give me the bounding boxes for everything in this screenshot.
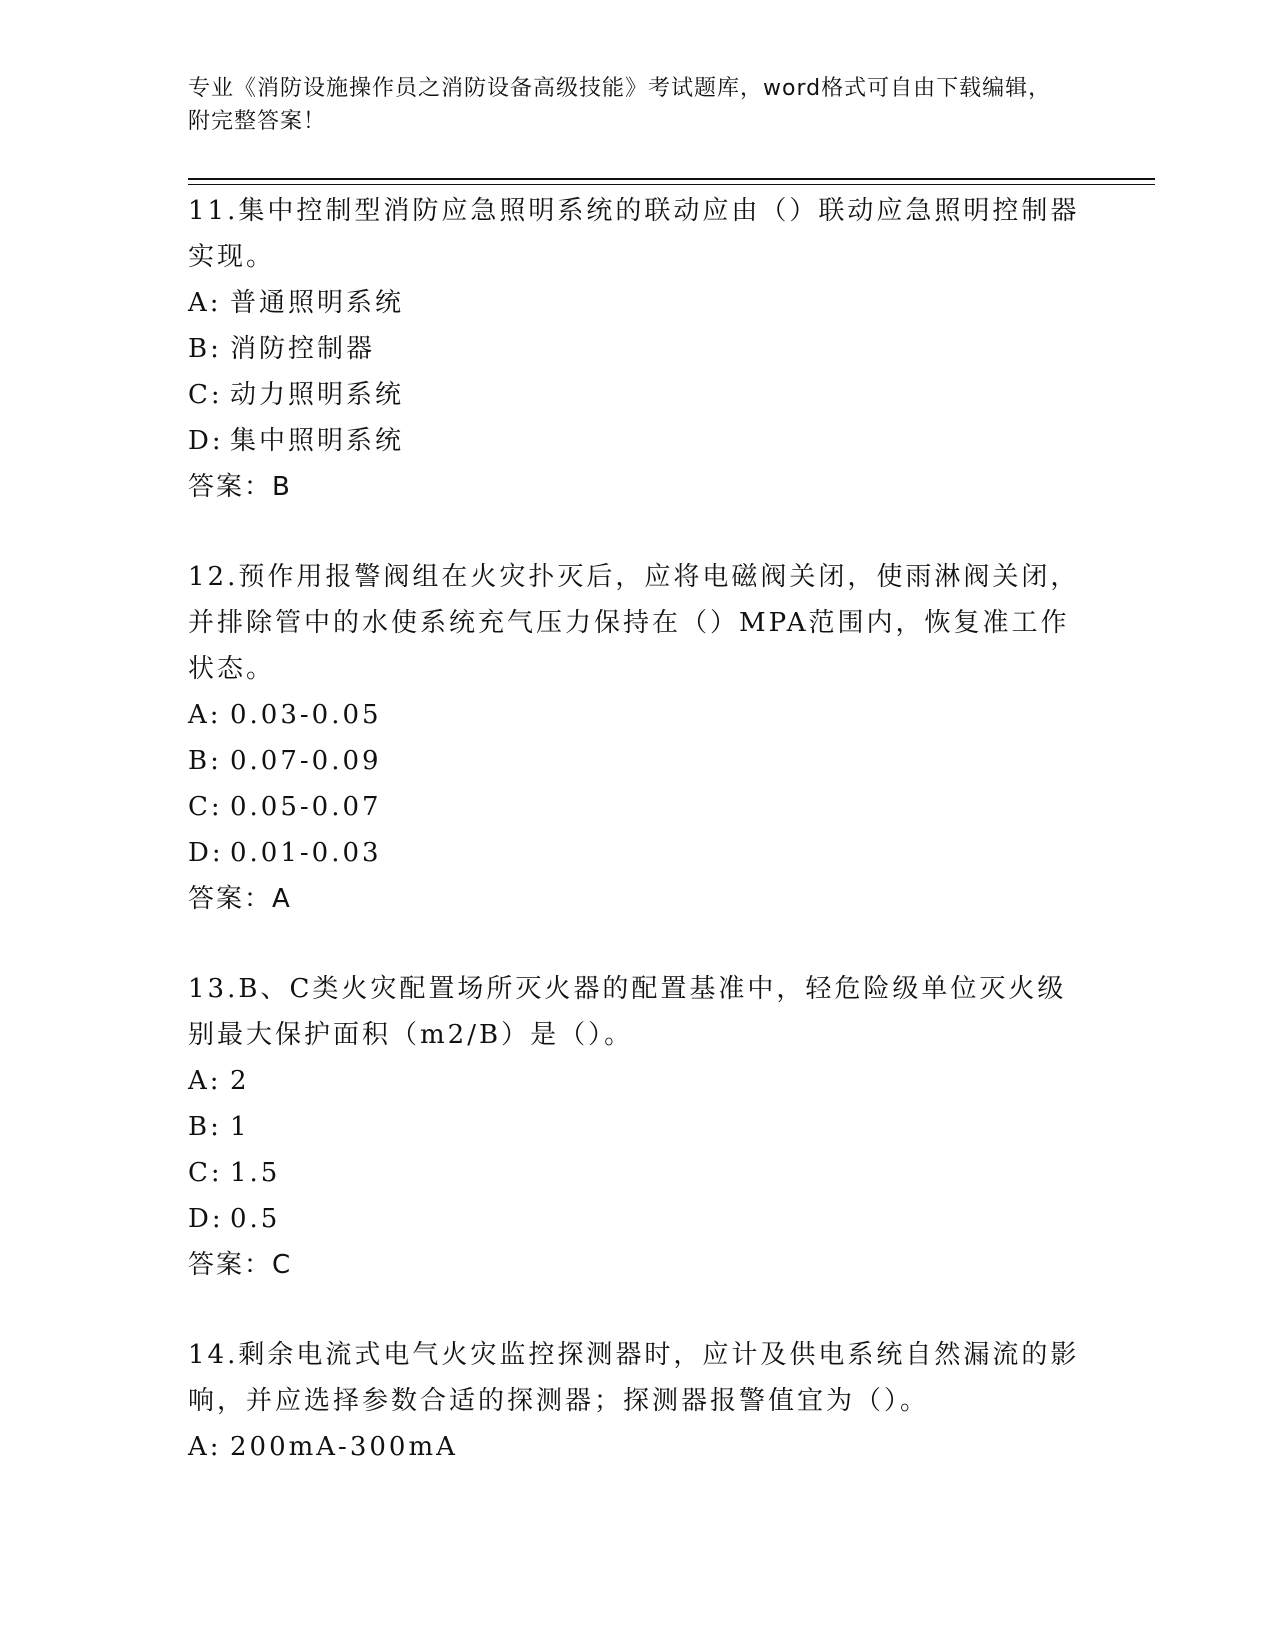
header-divider-thin	[188, 184, 1155, 185]
question-text: 14.剩余电流式电气火灾监控探测器时，应计及供电系统自然漏流的影响，并应选择参数合适的探测器；探测器报警值宜为（）。	[188, 1340, 1080, 1416]
option-text: 1.5	[230, 1158, 281, 1188]
page-header: 专业《消防设施操作员之消防设备高级技能》考试题库，word格式可自由下载编辑，附完整答案！	[188, 76, 1052, 134]
answer-line: 答案：A	[188, 884, 292, 914]
option-letter: C:	[188, 380, 223, 410]
option-b	[188, 326, 1088, 372]
option-letter: C:	[188, 1158, 223, 1188]
option-a	[188, 280, 1088, 326]
answer-line: 答案：B	[188, 472, 292, 502]
question-11	[188, 188, 1088, 510]
option-c	[188, 784, 1088, 830]
question-list	[188, 188, 1088, 1470]
option-letter: B:	[188, 746, 222, 776]
option-a	[188, 1424, 1088, 1470]
option-text: 集中照明系统	[230, 426, 405, 456]
option-letter: D:	[188, 838, 224, 868]
option-a	[188, 692, 1088, 738]
option-letter: B:	[188, 334, 222, 364]
option-text: 0.5	[230, 1204, 281, 1234]
option-letter: D:	[188, 426, 224, 456]
question-text: 11.集中控制型消防应急照明系统的联动应由（）联动应急照明控制器实现。	[188, 196, 1080, 272]
option-text: 0.03-0.05	[230, 700, 382, 730]
option-c	[188, 1150, 1088, 1196]
question-14	[188, 1332, 1088, 1470]
option-a	[188, 1058, 1088, 1104]
option-letter: D:	[188, 1204, 224, 1234]
option-text: 1	[230, 1112, 250, 1142]
option-c	[188, 372, 1088, 418]
option-letter: C:	[188, 792, 223, 822]
option-b	[188, 1104, 1088, 1150]
option-b	[188, 738, 1088, 784]
option-d	[188, 830, 1088, 876]
option-text: 消防控制器	[230, 334, 376, 364]
option-letter: B:	[188, 1112, 222, 1142]
option-text: 200mA-300mA	[230, 1432, 458, 1462]
option-letter: A:	[188, 1066, 222, 1096]
spacer	[188, 922, 1088, 966]
option-letter: A:	[188, 700, 222, 730]
option-text: 0.01-0.03	[230, 838, 382, 868]
option-text: 2	[230, 1066, 250, 1096]
option-text: 普通照明系统	[230, 288, 405, 318]
option-letter: A:	[188, 288, 222, 318]
option-text: 动力照明系统	[230, 380, 405, 410]
question-text: 13.B、C类火灾配置场所灭火器的配置基准中，轻危险级单位灭火级别最大保护面积（m2/B）是（）。	[188, 974, 1067, 1050]
question-12	[188, 554, 1088, 922]
option-text: 0.05-0.07	[230, 792, 382, 822]
option-d	[188, 418, 1088, 464]
option-letter: A:	[188, 1432, 222, 1462]
spacer	[188, 510, 1088, 554]
spacer	[188, 1288, 1088, 1332]
header-divider-thick	[188, 178, 1155, 180]
question-text: 12.预作用报警阀组在火灾扑灭后，应将电磁阀关闭，使雨淋阀关闭，并排除管中的水使系统充气压力保持在（）MPA范围内，恢复准工作状态。	[188, 562, 1080, 684]
option-d	[188, 1196, 1088, 1242]
question-13	[188, 966, 1088, 1288]
option-text: 0.07-0.09	[230, 746, 382, 776]
answer-line: 答案：C	[188, 1250, 293, 1280]
